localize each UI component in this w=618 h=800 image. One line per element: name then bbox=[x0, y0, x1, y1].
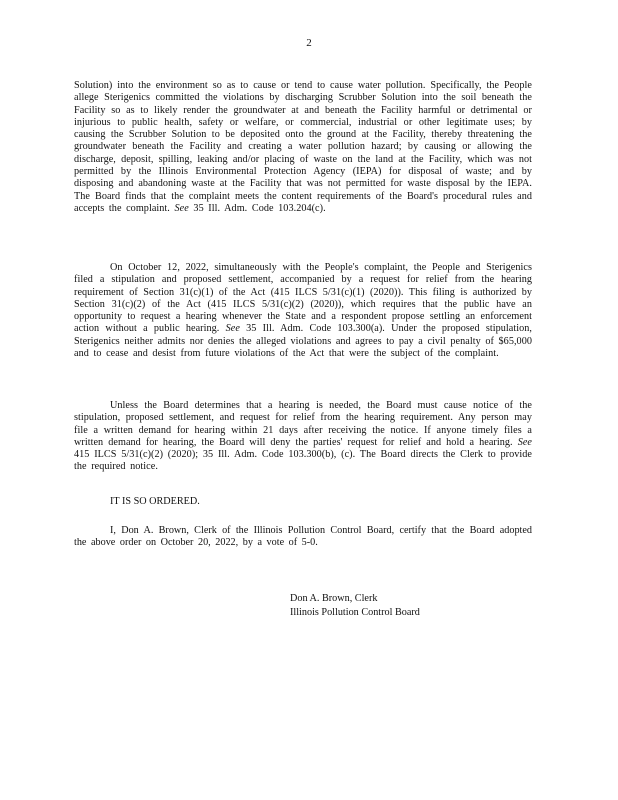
signature-organization: Illinois Pollution Control Board bbox=[290, 607, 420, 618]
see-citation: See bbox=[174, 202, 189, 214]
paragraph-stipulation bbox=[74, 262, 532, 360]
signature-name: Don A. Brown, Clerk bbox=[290, 593, 378, 604]
paragraph-text: On October 12, 2022, simultaneously with the People's complaint, the People and Sterigenics filed a stipulation and proposed settlement, accompanied by a request for relief from the hearing requirement of Section 31(c)(1) of the Act (415 ILCS 5/31(c)(1) (2020)). This filing is authorized by Section 31(c)(2) of the Act (415 ILCS 5/31(c)(2) (2020)), which requires that the public have an opportunity to request a hearing whenever the State and a respondent propose settling an enforcement action without a public hearing. bbox=[74, 262, 532, 335]
signature-block bbox=[290, 593, 420, 621]
citation-text: 415 ILCS 5/31(c)(2) (2020); 35 Ill. Adm. Code 103.300(b), (c). The Board directs the Clerk to provide the required notice. bbox=[74, 449, 532, 473]
paragraph-violations bbox=[74, 80, 532, 215]
see-citation: See bbox=[517, 436, 532, 448]
citation-text: 35 Ill. Adm. Code 103.300(a). Under the proposed stipulation, Sterigenics neither admits nor denies the alleged violations and agrees to pay a civil penalty of $65,000 and to cease and desist from future violations of the Act that were the subject of the complaint. bbox=[74, 323, 532, 360]
paragraph-text: Solution) into the environment so as to cause or tend to cause water pollution. Specifically, the People allege Sterigenics committed the violations by discharging Scrubber Solution into the soil beneath the Facility so as to likely render the groundwater at and beneath the Facility harmful or detrimental or injurious to public health, safety or welfare, or commercial, industrial or other legitimate uses; by causing the Scrubber Solution to be deposited onto the ground at the Facility, thereby threatening the groundwater beneath the Facility and creating a water pollution hazard; by causing or allowing the discharge, deposit, spilling, leaking and/or placing of waste on the land at the Facility, which was not permitted by the Illinois Environmental Protection Agency (IEPA) for disposal of waste; and by disposing and abandoning waste at the Facility that was not permitted for waste disposal by the IEPA. The Board finds that the complaint meets the content requirements of the Board's procedural rules and accepts the complaint. bbox=[74, 80, 532, 214]
page-number: 2 bbox=[306, 37, 312, 49]
order-statement: IT IS SO ORDERED. bbox=[110, 496, 200, 507]
paragraph-notice bbox=[74, 400, 532, 474]
citation-text: 35 Ill. Adm. Code 103.204(c). bbox=[193, 202, 326, 214]
clerk-certification: I, Don A. Brown, Clerk of the Illinois Pollution Control Board, certify that the Board adopted the above order on October 20, 2022, by a vote of 5-0. bbox=[74, 525, 532, 549]
paragraph-text: Unless the Board determines that a hearing is needed, the Board must cause notice of the stipulation, proposed settlement, and request for relief from the hearing requirement. Any person may file a written demand for hearing within 21 days after receiving the notice. If anyone timely files a written demand for hearing, the Board will deny the parties' request for relief and hold a hearing. bbox=[74, 400, 532, 448]
see-citation: See bbox=[225, 323, 240, 335]
